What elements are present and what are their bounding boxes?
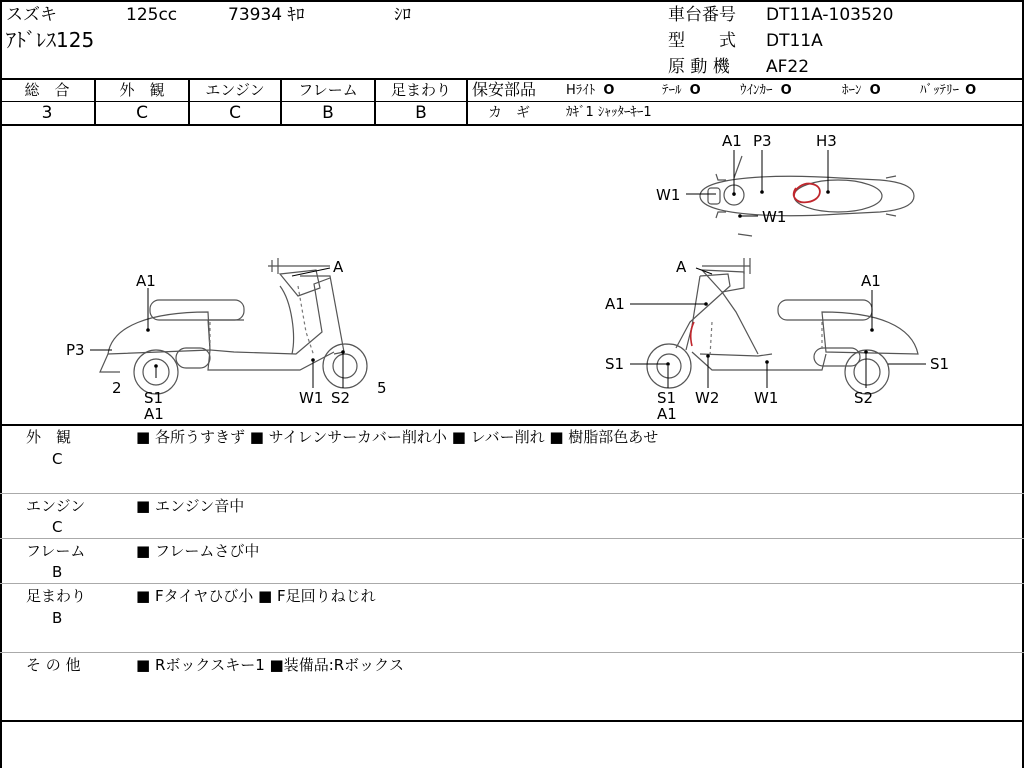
safety-item-tail xyxy=(662,82,701,100)
grade-value-suspension: B xyxy=(415,103,427,123)
grade-divider xyxy=(466,79,468,125)
maker: スズキ xyxy=(6,5,57,25)
note-grade-exterior: C xyxy=(52,450,63,468)
note-text-frame: ■ フレームさび中 xyxy=(136,542,260,560)
grade-value-engine: C xyxy=(229,103,241,123)
diagram-label: 2 xyxy=(112,379,122,397)
note-category-exterior: 外 観 xyxy=(26,428,72,446)
engine-label: 原 動 機 xyxy=(668,57,730,77)
note-category-engine: エンジン xyxy=(26,497,86,515)
frame-top xyxy=(0,0,1024,2)
diagram-label: A1 xyxy=(605,295,625,313)
safety-item-name: ﾎｰﾝ xyxy=(842,83,862,98)
safety-item-mark: O xyxy=(689,83,701,98)
diagram-label: W1 xyxy=(656,186,681,204)
safety-item-name: ﾃｰﾙ xyxy=(662,83,682,98)
type-label: 型 式 xyxy=(668,31,736,51)
diagram-label: 5 xyxy=(377,379,387,397)
scratch-mark-icon xyxy=(794,184,820,203)
diagram-label: W1 xyxy=(299,389,324,407)
safety-item-name: ｳｲﾝｶｰ xyxy=(740,83,773,98)
diagram-label: A xyxy=(333,258,344,276)
grade-value-overall: 3 xyxy=(41,103,53,123)
scooter-top-view-icon xyxy=(700,156,914,236)
notes-top xyxy=(0,424,1024,426)
grade-table-mid xyxy=(0,101,466,102)
grade-label-suspension: 足まわり xyxy=(390,81,451,99)
note-grade-engine: C xyxy=(52,518,63,536)
diagram-label: A xyxy=(676,258,687,276)
notes-divider xyxy=(0,538,1024,539)
type-value: DT11A xyxy=(766,31,823,51)
safety-item-mark: O xyxy=(869,83,881,98)
notes-divider xyxy=(0,493,1024,494)
diagram-label: W2 xyxy=(695,389,720,407)
mileage: 73934 ｷﾛ xyxy=(228,5,305,25)
diagram-label: P3 xyxy=(66,341,85,359)
diagram-label: H3 xyxy=(816,132,837,150)
grade-value-frame: B xyxy=(322,103,334,123)
note-category-frame: フレーム xyxy=(26,542,86,560)
grade-label-engine: エンジン xyxy=(205,81,265,99)
note-text-engine: ■ エンジン音中 xyxy=(136,497,245,515)
grade-label-frame: フレーム xyxy=(298,81,358,99)
key-value: ｶｷﾞ1 ｼｬｯﾀｰｷｰ1 xyxy=(566,105,652,120)
note-text-suspension: ■ Fタイヤひび小 ■ F足回りねじれ xyxy=(136,587,376,605)
diagram-label: A1 xyxy=(861,272,881,290)
note-category-suspension: 足まわり xyxy=(26,587,87,605)
notes-divider xyxy=(0,583,1024,584)
diagram-label: S2 xyxy=(854,389,874,407)
diagram-label: S1 xyxy=(605,355,625,373)
diagram-label: A1 xyxy=(722,132,742,150)
note-grade-frame: B xyxy=(52,563,63,581)
safety-item-name: Hﾗｲﾄ xyxy=(566,83,596,98)
diagram-label: A1 xyxy=(136,272,156,290)
diagram-label: A1 xyxy=(657,405,677,423)
scratch-mark-icon xyxy=(691,322,694,346)
diagram-label: S1 xyxy=(657,389,677,407)
grade-value-exterior: C xyxy=(136,103,148,123)
safety-item-mark: O xyxy=(780,83,792,98)
diagram-label: S1 xyxy=(144,389,164,407)
displacement: 125cc xyxy=(126,5,178,25)
model-name: ｱﾄﾞﾚｽ125 xyxy=(6,28,95,52)
engine-value: AF22 xyxy=(766,57,810,77)
diagram-label: S1 xyxy=(930,355,950,373)
safety-mid xyxy=(466,101,1022,102)
diagram-label: W1 xyxy=(754,389,779,407)
frame-no-label: 車台番号 xyxy=(668,5,736,25)
safety-item-winker xyxy=(740,82,792,100)
note-text-exterior: ■ 各所うすきず ■ サイレンサーカバー削れ小 ■ レバー削れ ■ 樹脂部色あせ xyxy=(136,428,659,446)
grade-label-exterior: 外 観 xyxy=(119,81,165,99)
key-label: カ ギ xyxy=(488,105,530,121)
safety-item-battery xyxy=(920,82,976,100)
diagram-label: A1 xyxy=(144,405,164,423)
safety-label: 保安部品 xyxy=(472,80,537,99)
grade-label-overall: 総 合 xyxy=(24,81,70,99)
diagram-label: W1 xyxy=(762,208,787,226)
safety-item-horn xyxy=(842,82,881,100)
note-grade-suspension: B xyxy=(52,609,63,627)
frame-no: DT11A-103520 xyxy=(766,5,894,25)
damage-diagram xyxy=(0,126,1024,424)
safety-item-mark: O xyxy=(965,83,977,98)
safety-item-name: ﾊﾞｯﾃﾘｰ xyxy=(920,83,959,98)
diagram-label: P3 xyxy=(753,132,772,150)
note-text-other: ■ Rボックスキー1 ■装備品:Rボックス xyxy=(136,656,405,674)
safety-item-mark: O xyxy=(603,83,615,98)
notes-bottom xyxy=(0,720,1024,722)
note-category-other: そ の 他 xyxy=(26,656,81,674)
diagram-label: S2 xyxy=(331,389,351,407)
notes-divider xyxy=(0,652,1024,653)
color: ｼﾛ xyxy=(394,5,411,25)
safety-item-headlight xyxy=(566,82,614,100)
